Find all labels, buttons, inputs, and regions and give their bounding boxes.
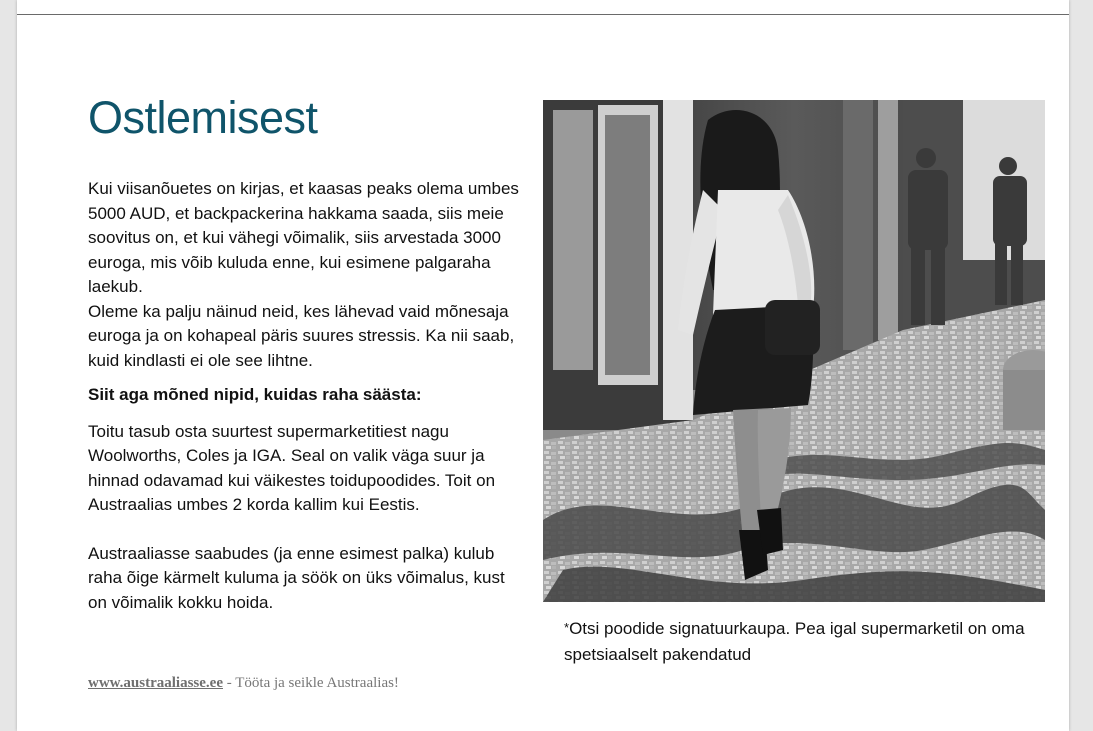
tips-heading: Siit aga mõned nipid, kuidas raha säästa:: [88, 385, 422, 404]
footer-separator: -: [223, 675, 236, 691]
paragraph-few-hundred: Oleme ka palju näinud neid, kes lähevad vaid mõnesaja euroga ja on kohapeal päris suures stressis. Ka nii saab, kuid kindlasti ei ole see lihtne.: [88, 301, 515, 370]
street-photo-illustration: [543, 100, 1045, 602]
body-column: [88, 177, 528, 615]
caption-text: Otsi poodide signatuurkaupa. Pea igal supermarketil on oma spetsiaalselt pakendatud: [564, 619, 1025, 664]
paragraph-intro: [88, 177, 528, 373]
street-photo: [543, 100, 1045, 602]
footer-link[interactable]: www.austraaliasse.ee: [88, 675, 223, 691]
top-rule: [17, 14, 1069, 15]
footer-tagline: Tööta ja seikle Austraalias!: [235, 675, 399, 691]
document-page: [17, 0, 1069, 731]
footer: [88, 675, 399, 692]
paragraph-budget: Kui viisanõuetes on kirjas, et kaasas peaks olema umbes 5000 AUD, et backpackerina hakkama saada, siis meie soovitus on, et kui vähegi võimalik, siis arvestada 3000 euroga, mis võib kuluda enne, kui esimene palgaraha laekub.: [88, 179, 519, 296]
paragraph-arrival: Austraaliasse saabudes (ja enne esimest palka) kulub raha õige kärmelt kuluma ja söök on üks võimalus, kust on võimalik kokku hoida.: [88, 543, 505, 612]
page-title: Ostlemisest: [88, 92, 318, 143]
photo-caption: [564, 617, 1034, 667]
paragraph-food: Toitu tasub osta suurtest supermarketitiest nagu Woolworths, Coles ja IGA. Seal on valik väga suur ja hinnad odavamad kui väikestes toidupoodides. Toit on Austraalias umbes 2 korda kallim kui Eestis.: [88, 421, 496, 514]
caption-marker: *: [564, 620, 570, 635]
